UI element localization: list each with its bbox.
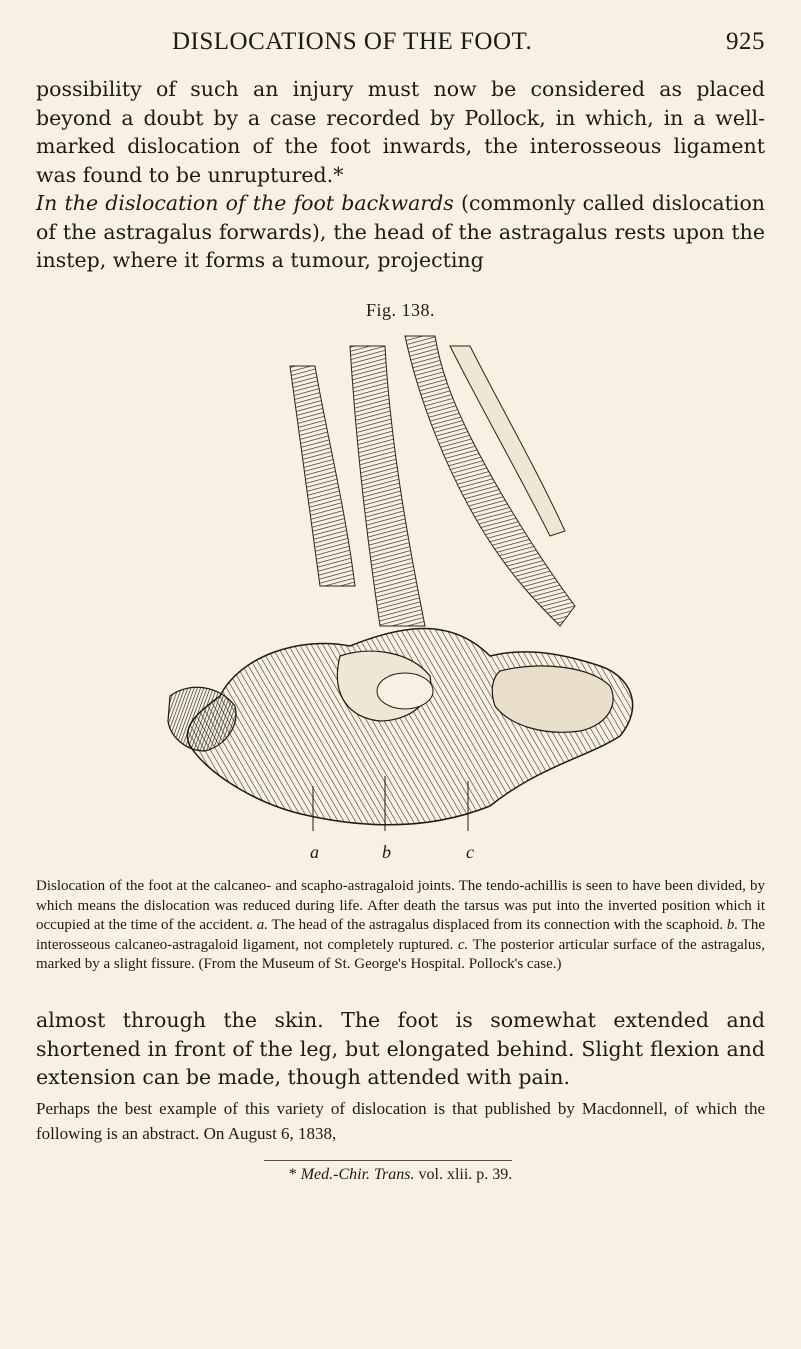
- page-number: 925: [726, 28, 765, 55]
- paragraph-2-text: (commonly called dislocation of the astragalus forwards), the head of the astragalus rests upon the instep, where it forms a tumour, projecting: [36, 191, 765, 273]
- paragraph-2: [36, 189, 765, 275]
- tendon-left: [290, 366, 355, 586]
- paragraph-2-italic: In the dislocation of the foot backwards: [36, 191, 454, 215]
- figure-caption: [36, 877, 765, 975]
- paragraph-1: possibility of such an injury must now be considered as placed beyond a doubt by a case recorded by Pollock, in which, in a well-marked dislocation of the foot inwards, the interosseous ligament was found to be unruptured.*: [36, 77, 765, 187]
- footnote-rule: [264, 1160, 512, 1161]
- label-b: b: [382, 842, 391, 862]
- caption-part-4: The posterior articular surface of the astragalus, marked by a slight fissure. (From the Museum of St. George's Hospital. Pollock's case.): [36, 936, 765, 972]
- tendon-mid: [350, 346, 425, 626]
- foot-dislocation-illustration: [150, 326, 650, 866]
- figure-label: Fig. 138.: [365, 300, 435, 320]
- footnote: [0, 1166, 801, 1184]
- paragraph-4: Perhaps the best example of this variety of dislocation is that published by Macdonnell, of which the following is an abstract. On August 6, 1838,: [36, 1099, 765, 1143]
- running-head: [36, 28, 765, 64]
- label-a: a: [310, 842, 319, 862]
- caption-ref-b: b.: [726, 917, 739, 933]
- footnote-journal: Med.-Chir. Trans.: [300, 1166, 415, 1183]
- paragraph-3: almost through the skin. The foot is somewhat extended and shortened in front of the leg, but elongated behind. Slight flexion and extension can be made, though attended with pain.: [36, 1008, 765, 1090]
- caption-part-3: The interosseous calcaneo-astragaloid ligament, not completely ruptured.: [36, 917, 765, 953]
- caption-part-2: The head of the astragalus displaced from its connection with the scaphoid.: [268, 917, 727, 933]
- footnote-ref: vol. xlii. p. 39.: [414, 1166, 513, 1183]
- joint-cavity: [377, 673, 433, 709]
- caption-part-1: Dislocation of the foot at the calcaneo- and scapho-astragaloid joints. The tendo-achillis is seen to have been divided, by which means the dislocation was reduced during life. After death the tarsus was put into the inverted position which it occupied at the time of the accident.: [36, 878, 765, 933]
- caption-ref-a: a.: [256, 917, 269, 933]
- footnote-marker: *: [288, 1166, 297, 1183]
- label-c: c: [466, 842, 474, 862]
- running-title: DISLOCATIONS OF THE FOOT.: [172, 28, 533, 55]
- tendon-right: [405, 336, 575, 626]
- caption-ref-c: c.: [457, 936, 469, 953]
